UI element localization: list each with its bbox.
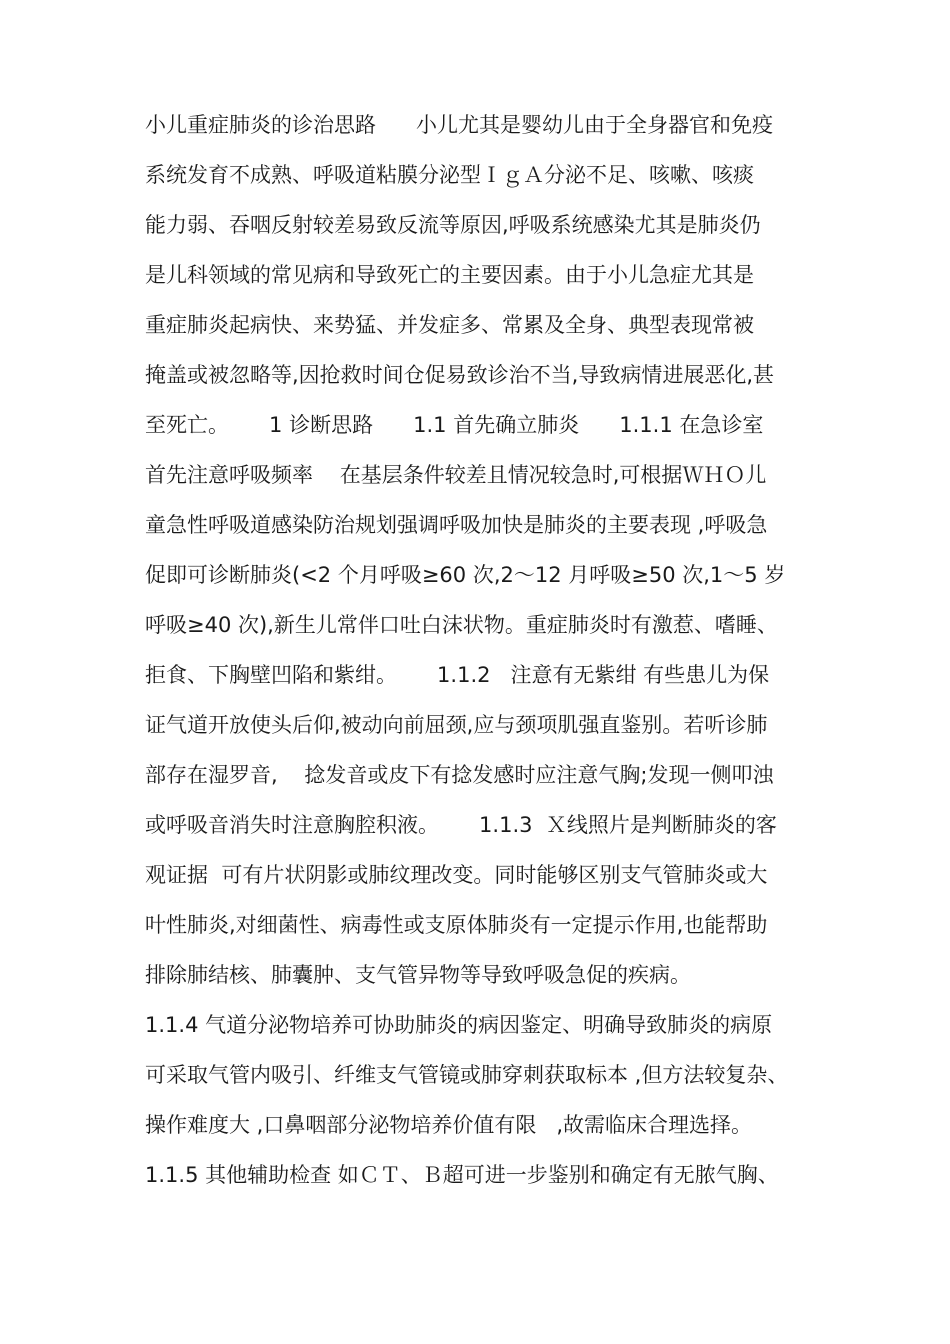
text-line: 证气道开放使头后仰,被动向前屈颈,应与颈项肌强直鉴别。若听诊肺 xyxy=(145,713,768,737)
text-line: 1.1.5 其他辅助检查 如ＣＴ、Ｂ超可进一步鉴别和确定有无脓气胸、 xyxy=(145,1163,779,1187)
text-line: 呼吸≥40 次),新生儿常伴口吐白沫状物。重症肺炎时有激惹、嗜睡、 xyxy=(145,613,778,637)
text-line: 能力弱、吞咽反射较差易致反流等原因,呼吸系统感染尤其是肺炎仍 xyxy=(145,213,761,237)
text-line: 是儿科领域的常见病和导致死亡的主要因素。由于小儿急症尤其是 xyxy=(145,263,754,287)
text-line: 部存在湿罗音, 捻发音或皮下有捻发感时应注意气胸;发现一侧叩浊 xyxy=(145,763,774,787)
text-line: 童急性呼吸道感染防治规划强调呼吸加快是肺炎的主要表现 ,呼吸急 xyxy=(145,513,768,537)
text-line: 或呼吸音消失时注意胸腔积液。 1.1.3 Ｘ线照片是判断肺炎的客 xyxy=(145,813,777,837)
text-line: 至死亡。 1 诊断思路 1.1 首先确立肺炎 1.1.1 在急诊室 xyxy=(145,413,764,437)
text-line: 首先注意呼吸频率 在基层条件较差且情况较急时,可根据ＷＨＯ儿 xyxy=(145,463,767,487)
text-line: 拒食、下胸壁凹陷和紫绀。 1.1.2 注意有无紫绀 有些患儿为保 xyxy=(145,663,770,687)
text-line: 小儿重症肺炎的诊治思路 小儿尤其是婴幼儿由于全身器官和免疫 xyxy=(145,113,774,137)
text-line: 促即可诊断肺炎(<2 个月呼吸≥60 次,2～12 月呼吸≥50 次,1～5 岁 xyxy=(145,563,786,587)
text-line: 排除肺结核、肺囊肿、支气管异物等导致呼吸急促的疾病。 xyxy=(145,963,691,987)
document-body xyxy=(145,100,825,1200)
text-line: 掩盖或被忽略等,因抢救时间仓促易致诊治不当,导致病情进展恶化,甚 xyxy=(145,363,775,387)
text-line: 叶性肺炎,对细菌性、病毒性或支原体肺炎有一定提示作用,也能帮助 xyxy=(145,913,768,937)
text-line: 系统发育不成熟、呼吸道粘膜分泌型ＩｇＡ分泌不足、咳嗽、咳痰 xyxy=(145,163,754,187)
text-line: 观证据 可有片状阴影或肺纹理改变。同时能够区别支气管肺炎或大 xyxy=(145,863,768,887)
text-line: 1.1.4 气道分泌物培养可协助肺炎的病因鉴定、明确导致肺炎的病原 xyxy=(145,1013,773,1037)
text-line: 操作难度大 ,口鼻咽部分泌物培养价值有限 ,故需临床合理选择。 xyxy=(145,1113,753,1137)
text-line: 重症肺炎起病快、来势猛、并发症多、常累及全身、典型表现常被 xyxy=(145,313,754,337)
text-line: 可采取气管内吸引、纤维支气管镜或肺穿刺获取标本 ,但方法较复杂、 xyxy=(145,1063,789,1087)
